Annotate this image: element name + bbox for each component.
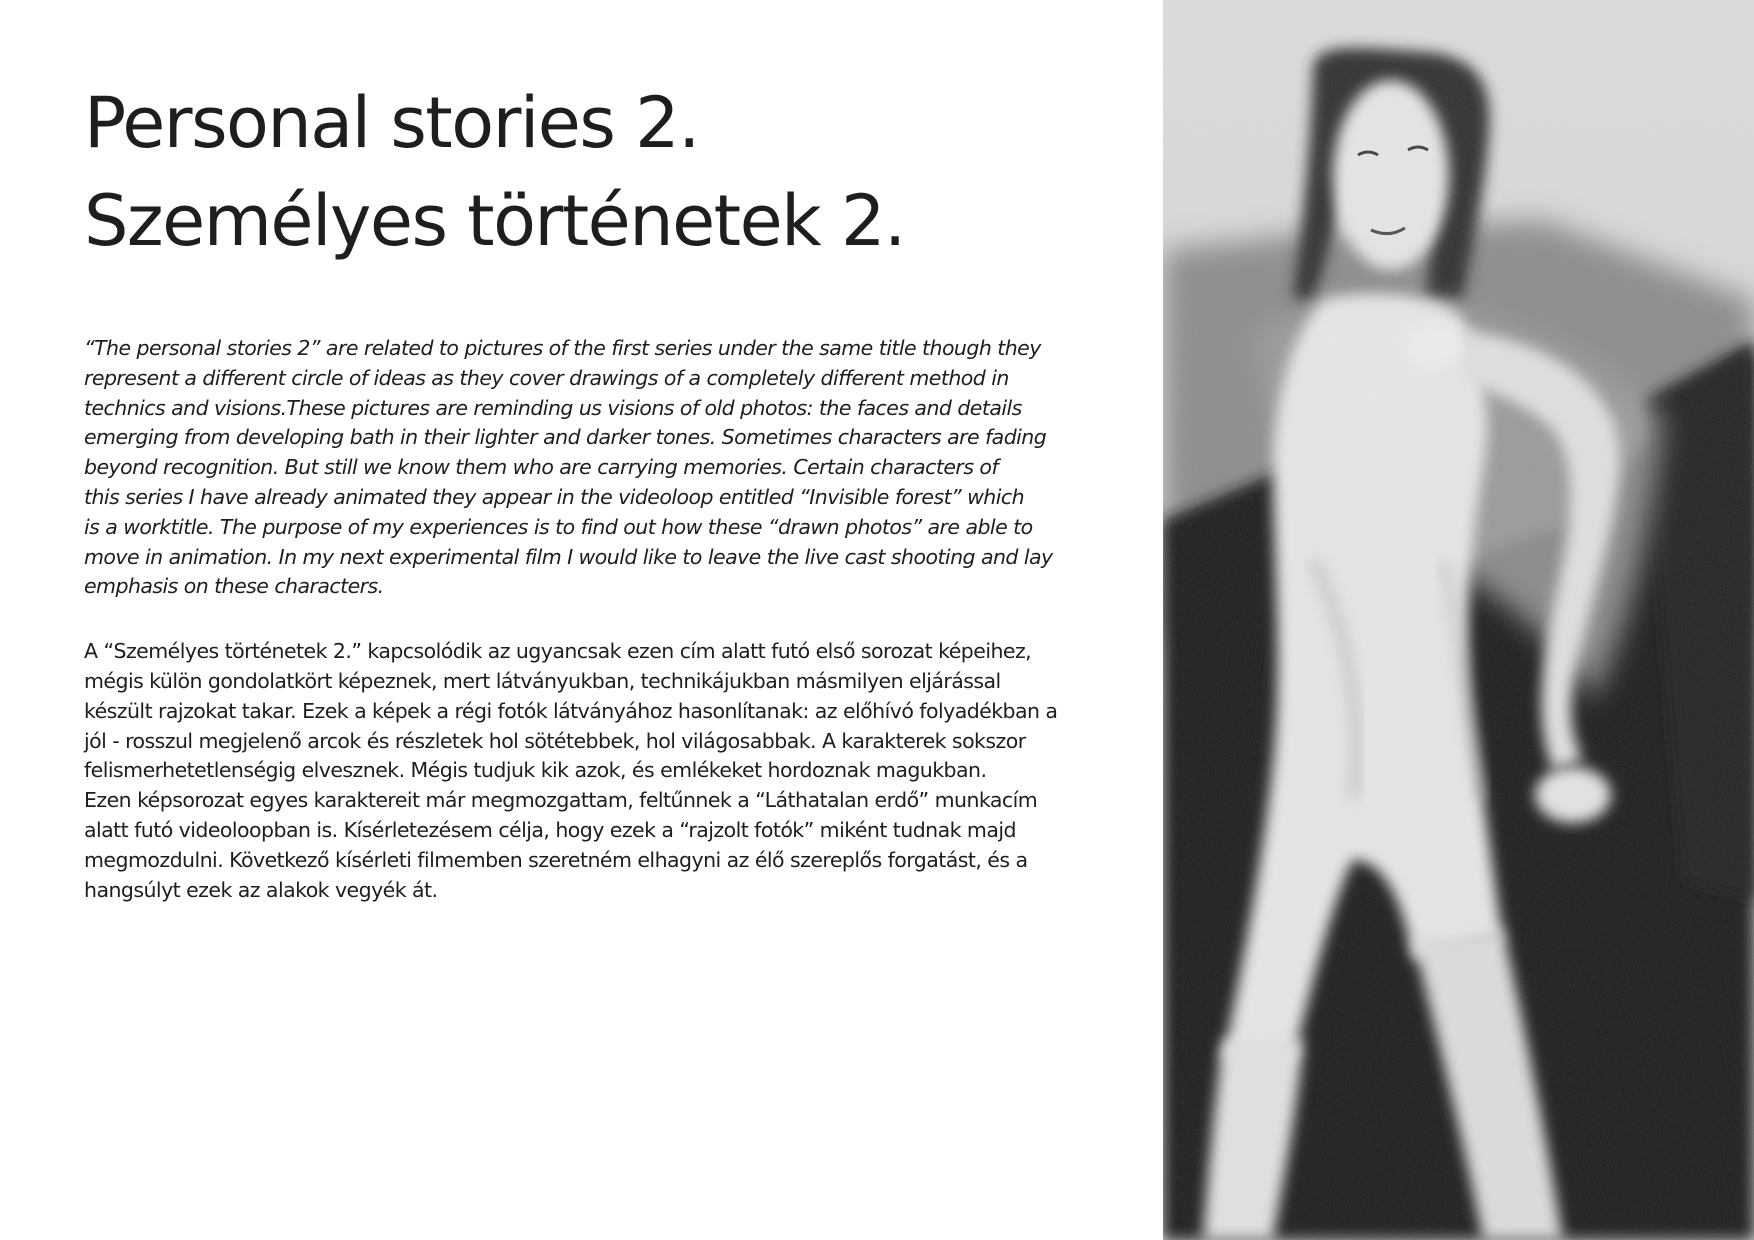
title-english: Personal stories 2.: [84, 82, 699, 164]
paragraph-line: this series I have already animated they appear in the videoloop entitled “Invisible forest” which: [84, 484, 1025, 509]
paragraph-line: megmozdulni. Következő kísérleti filmemben szeretném elhagyni az élő szereplős forgatást, és a: [84, 847, 1028, 872]
paragraph-line: move in animation. In my next experimental film I would like to leave the live cast shooting and lay: [84, 544, 1053, 569]
paragraph-line: készült rajzokat takar. Ezek a képek a régi fotók látványához hasonlítanak: az előhívó folyadékban a: [84, 698, 1058, 723]
title-hungarian: Személyes történetek 2.: [84, 180, 905, 262]
text-column: [84, 74, 1074, 905]
paragraph-line: “The personal stories 2” are related to pictures of the first series under the same title though they: [84, 336, 1041, 360]
paragraph-line: A “Személyes történetek 2.” kapcsolódik az ugyancsak ezen cím alatt futó első sorozat képeihez,: [84, 639, 1032, 664]
paragraph-line: represent a different circle of ideas as they cover drawings of a completely different method in: [84, 365, 1009, 390]
paragraph-line: mégis külön gondolatkört képeznek, mert látványukban, technikájukban másmilyen eljárással: [84, 668, 1001, 693]
paragraph-line: jól - rosszul megjelenő arcok és részletek hol sötétebbek, hol világosabbak. A karakterek sokszor: [84, 728, 1026, 753]
paragraph-line: hangsúlyt ezek az alakok vegyék át.: [84, 877, 438, 902]
paragraph-line: felismerhetetlenségig elvesznek. Mégis tudjuk kik azok, és emlékeket hordoznak magukban.: [84, 758, 987, 783]
paragraph-line: emphasis on these characters.: [84, 574, 384, 599]
figure-drawing-artwork: [1163, 0, 1754, 1240]
paragraph-line: technics and visions.These pictures are reminding us visions of old photos: the faces and details: [84, 395, 1022, 420]
figure-drawing: [1163, 0, 1754, 1240]
paragraph-line: beyond recognition. But still we know them who are carrying memories. Certain characters of: [84, 455, 999, 480]
paragraph-line: emerging from developing bath in their lighter and darker tones. Sometimes characters are fading: [84, 425, 1047, 450]
paragraph-line: Ezen képsorozat egyes karaktereit már megmozgattam, feltűnnek a “Láthatalan erdő” munkacím: [84, 788, 1038, 813]
paragraph-line: is a worktitle. The purpose of my experiences is to find out how these “drawn photos” are able to: [84, 514, 1033, 539]
page-title: [84, 74, 1074, 270]
hungarian-paragraph: [84, 637, 1074, 905]
paragraph-line: alatt futó videoloopban is. Kísérletezésem célja, hogy ezek a “rajzolt fotók” miként tudnak majd: [84, 817, 1016, 842]
english-paragraph: [84, 334, 1074, 602]
